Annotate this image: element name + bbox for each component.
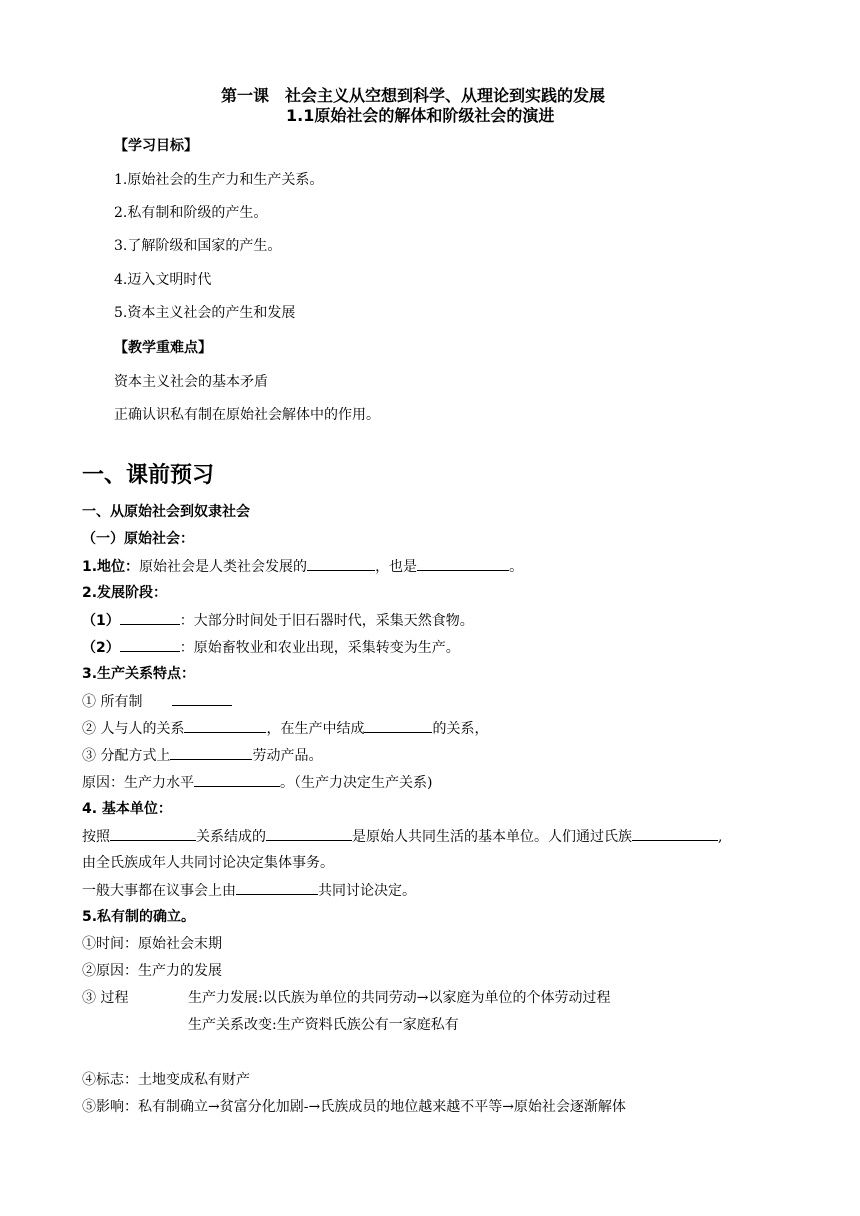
- item-5-3a: 生产力发展:以氏族为单位的共同劳动→以家庭为单位的个体劳动过程: [188, 990, 611, 1006]
- item-text: 原始社会是人类社会发展的: [139, 559, 308, 575]
- lesson-title: 第一课 社会主义从空想到科学、从理论到实践的发展: [221, 86, 606, 105]
- item-3-1: [82, 691, 232, 712]
- item-text: ③ 分配方式上: [82, 748, 171, 764]
- section-title: 1.1原始社会的解体和阶级社会的演进: [286, 106, 555, 125]
- fill-blank: [172, 691, 232, 706]
- item-4-p1: [82, 826, 722, 847]
- item-text: 。: [509, 559, 524, 575]
- item-label: 1.地位：: [82, 559, 140, 575]
- section-heading: 一、课前预习: [82, 463, 215, 488]
- reason-line: [82, 772, 432, 793]
- fill-blank: [120, 637, 180, 652]
- item-5-5: ⑤影响：私有制确立→贫富分化加剧-→氏族成员的地位越来越不平等→原始社会逐渐解体: [82, 1099, 626, 1115]
- goal-item: 1.原始社会的生产力和生产关系。: [114, 172, 324, 188]
- goal-item: 4.迈入文明时代: [114, 272, 212, 288]
- item-3-3: [82, 745, 322, 766]
- item-text: 劳动产品。: [252, 748, 323, 764]
- item-4-p3: [82, 880, 416, 901]
- item-text: ：大部分时间处于旧石器时代，采集天然食物。: [179, 613, 474, 629]
- item-text: 关系结成的: [196, 829, 266, 845]
- item-2-1: [82, 610, 474, 631]
- item-4-p2: 由全氏族成年人共同讨论决定集体事务。: [82, 855, 334, 871]
- fill-blank: [170, 745, 252, 760]
- item-num: （1）: [82, 613, 120, 629]
- item-1: [82, 556, 523, 577]
- item-5-3-label: ③ 过程: [82, 990, 129, 1006]
- item-text: ① 所有制: [82, 694, 143, 710]
- fill-blank: [266, 826, 352, 841]
- fill-blank: [364, 718, 432, 733]
- item-5-2: ②原因：生产力的发展: [82, 963, 222, 979]
- fill-blank: [120, 610, 180, 625]
- item-num: （2）: [82, 640, 120, 656]
- item-2-2: [82, 637, 460, 658]
- fill-blank: [632, 826, 718, 841]
- item-text: ，在生产中结成: [266, 721, 365, 737]
- fill-blank: [307, 556, 375, 571]
- key-point: 资本主义社会的基本矛盾: [114, 374, 268, 390]
- item-5-4: ④标志：土地变成私有财产: [82, 1072, 250, 1088]
- item-text: ② 人与人的关系: [82, 721, 185, 737]
- item-text: 。（生产力决定生产关系): [280, 775, 433, 791]
- fill-blank: [417, 556, 509, 571]
- goal-item: 3.了解阶级和国家的产生。: [114, 238, 282, 254]
- goal-item: 2.私有制和阶级的产生。: [114, 205, 268, 221]
- item-4-label: 4. 基本单位：: [82, 801, 172, 817]
- item-5-label: 5.私有制的确立。: [82, 909, 196, 925]
- sub-heading: 一、从原始社会到奴隶社会: [82, 504, 250, 520]
- fill-blank: [194, 772, 280, 787]
- item-text: 按照: [82, 829, 110, 845]
- item-3-2: [82, 718, 488, 739]
- item-5-3b: 生产关系改变:生产资料氏族公有一家庭私有: [188, 1017, 459, 1033]
- item-text: 是原始人共同生活的基本单位。人们通过氏族: [352, 829, 632, 845]
- item-text: ，也是: [375, 559, 418, 575]
- item-text: 的关系，: [432, 721, 489, 737]
- goal-item: 5.资本主义社会的产生和发展: [114, 305, 296, 321]
- item-3-label: 3.生产关系特点：: [82, 666, 196, 682]
- item-text: 原因：生产力水平: [82, 775, 194, 791]
- item-2-label: 2.发展阶段：: [82, 585, 168, 601]
- goals-header: 【学习目标】: [114, 138, 198, 154]
- key-points-header: 【教学重难点】: [114, 340, 212, 356]
- key-point: 正确认识私有制在原始社会解体中的作用。: [114, 407, 380, 423]
- item-text: 共同讨论决定。: [318, 883, 416, 899]
- item-text: 一般大事都在议事会上由: [82, 883, 236, 899]
- fill-blank: [110, 826, 196, 841]
- item-5-1: ①时间：原始社会末期: [82, 936, 222, 952]
- item-text: ,: [718, 829, 723, 845]
- fill-blank: [184, 718, 266, 733]
- item-text: ：原始畜牧业和农业出现，采集转变为生产。: [179, 640, 460, 656]
- part-heading: （一）原始社会：: [82, 531, 194, 547]
- fill-blank: [236, 880, 318, 895]
